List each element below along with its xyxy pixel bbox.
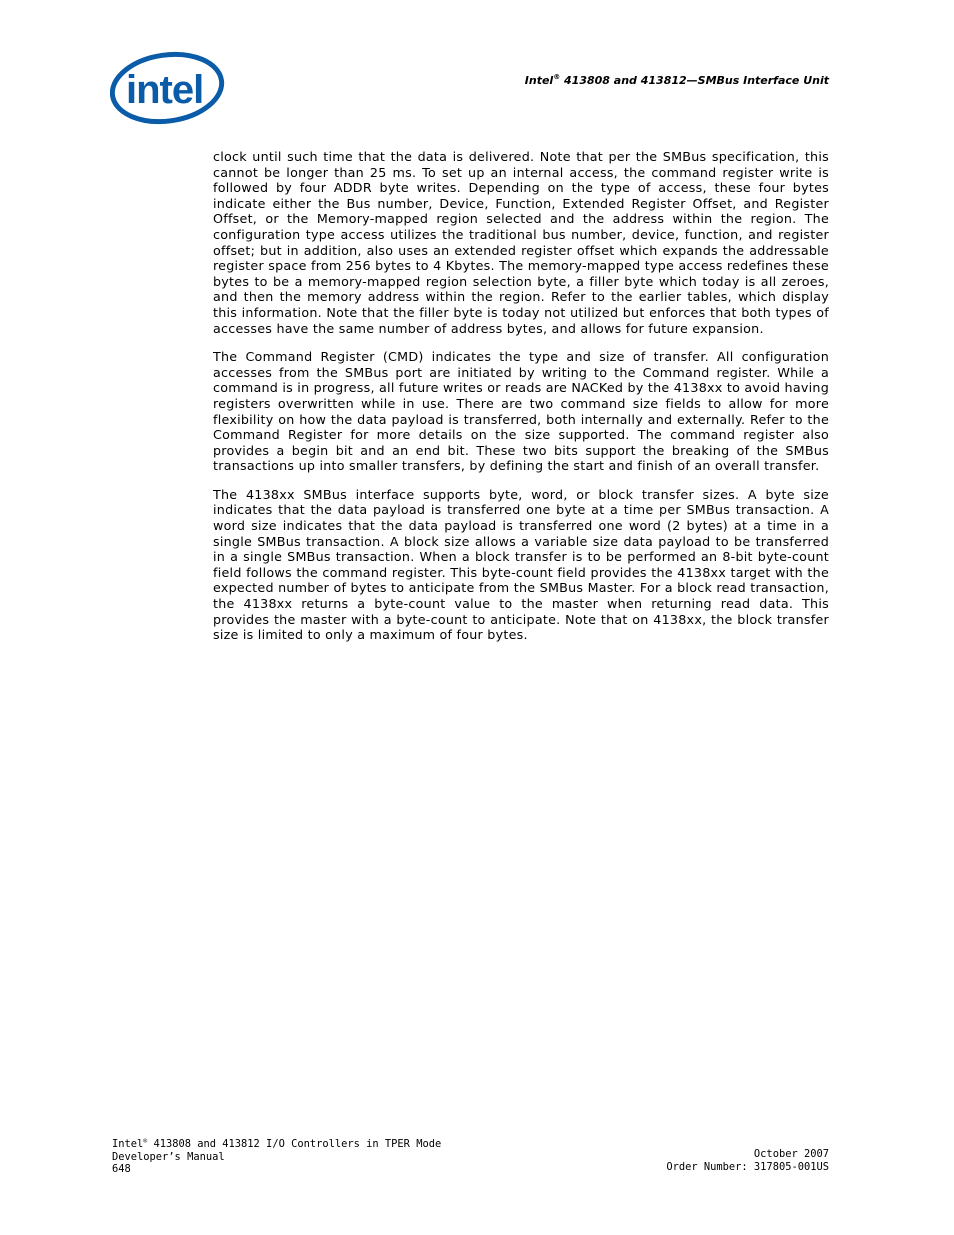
page-header-title <box>525 73 829 87</box>
footer-order-number: Order Number: 317805-001US <box>666 1160 829 1173</box>
footer-document-title <box>112 1135 441 1151</box>
header-title-prefix: Intel <box>524 74 554 87</box>
intel-logo-mark <box>110 50 228 128</box>
footer-title-rest: 413808 and 413812 I/O Controllers in TPER Mode <box>147 1138 442 1150</box>
page-number: 648 <box>112 1163 131 1176</box>
footer-left <box>112 1135 441 1176</box>
footer-right <box>666 1148 829 1173</box>
registered-mark: ® <box>553 73 561 81</box>
body-text <box>213 149 829 656</box>
paragraph-2: The Command Register (CMD) indicates the type and size of transfer. All configuration accesses from the SMBus port are initiated by writing to the Command register. While a command is in progress, all future writes or reads are NACKed by the 4138xx to avoid having registers overwritten while in use. There are two command size fields to allow for more flexibility on how the data payload is transferred, both internally and externally. Refer to the Command Register for more details on the size supported. The command register also provides a begin bit and an end bit. These two bits support the breaking of the SMBus transactions up into smaller transfers, by defining the start and finish of an overall transfer. <box>213 349 829 474</box>
paragraph-1: clock until such time that the data is delivered. Note that per the SMBus specification, this cannot be longer than 25 ms. To set up an internal access, the command register write is followed by four ADDR byte writes. Depending on the type of access, these four bytes indicate either the Bus number, Device, Function, Extended Register Offset, and Register Offset, or the Memory-mapped region selected and the address within the region. The configuration type access utilizes the traditional bus number, device, function, and register offset; but in addition, also uses an extended register offset which expands the addressable register space from 256 bytes to 4 Kbytes. The memory-mapped type access redefines these bytes to be a memory-mapped region selection byte, a filler byte which today is all zeroes, and then the memory address within the region. Refer to the earlier tables, which display this information. Note that the filler byte is today not utilized but enforces that both types of accesses have the same number of address bytes, and allows for future expansion. <box>213 149 829 336</box>
intel-logo <box>110 50 228 128</box>
header-title-rest: 413808 and 413812—SMBus Interface Unit <box>560 74 829 87</box>
footer-title-prefix: Intel <box>112 1138 144 1150</box>
paragraph-3: The 4138xx SMBus interface supports byte, word, or block transfer sizes. A byte size indicates that the data payload is transferred one byte at a time per SMBus transaction. A word size indicates that the data payload is transferred one word (2 bytes) at a time in a single SMBus transaction. A block size allows a variable size data payload to be transferred in a single SMBus transaction. When a block transfer is to be performed an 8-bit byte-count field follows the command register. This byte-count field provides the 4138xx target with the expected number of bytes to anticipate from the SMBus Master. For a block read transaction, the 4138xx returns a byte-count value to the master when returning read data. This provides the master with a byte-count to anticipate. Note that on 4138xx, the block transfer size is limited to only a maximum of four bytes. <box>213 486 829 643</box>
footer-manual-type: Developer’s Manual <box>112 1150 225 1163</box>
intel-logo-wordmark: intel <box>126 68 204 112</box>
footer-registered-mark: ® <box>143 1137 148 1145</box>
footer-date: October 2007 <box>753 1148 829 1160</box>
